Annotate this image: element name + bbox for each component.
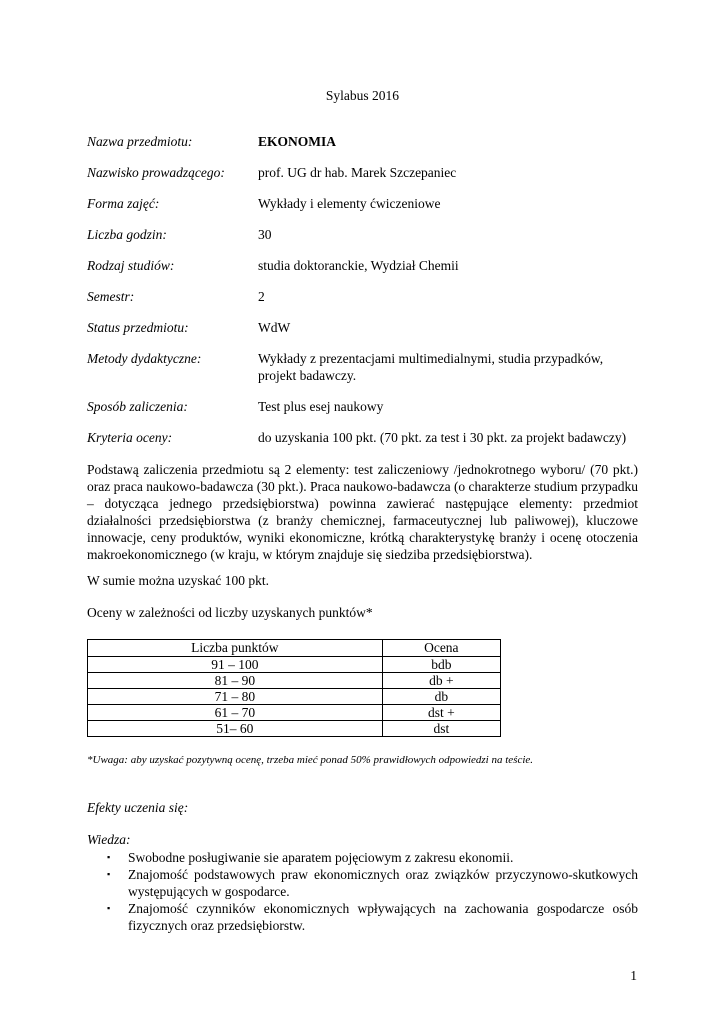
page-number: 1 [630,968,637,983]
bullet-square-icon: ▪ [107,869,111,879]
field-value-assessment: Test plus esej naukowy [258,399,384,414]
bullet-square-icon: ▪ [107,903,111,913]
field-label-hours: Liczba godzin: [87,227,167,242]
field-value-criteria: do uzyskania 100 pkt. (70 pkt. za test i 30 pkt. za projekt badawczy) [258,430,627,445]
field-label-semester: Semestr: [87,289,135,304]
field-label-status: Status przedmiotu: [87,320,189,335]
table-cell-grade: db + [382,673,500,689]
paragraph-line: Podstawą zaliczenia przedmiotu są 2 elementy: test zaliczeniowy /jednokrotnego wyboru/ (70 pkt.) [87,462,638,477]
field-label-lecturer: Nazwisko prowadzącego: [87,165,225,180]
bullet-square-icon: ▪ [107,852,111,862]
grades-intro-text: Oceny w zależności od liczby uzyskanych punktów* [87,605,373,620]
table-row [88,673,501,689]
document-title: Sylabus 2016 [325,88,400,103]
table-cell-grade: dst [382,721,500,737]
paragraph-line: działalności przedsiębiorstwa (z branży chemicznej, farmaceutycznej lub paliwowej), kluczowe [87,513,638,528]
total-points-text: W sumie można uzyskać 100 pkt. [87,573,269,588]
effects-heading: Efekty uczenia się: [87,800,189,815]
table-cell-points: 51– 60 [88,721,383,737]
table-cell-grade: dst + [382,705,500,721]
knowledge-list [104,849,638,934]
field-label-assessment: Sposób zaliczenia: [87,399,188,414]
table-cell-points: 81 – 90 [88,673,383,689]
field-value-lecturer: prof. UG dr hab. Marek Szczepaniec [258,165,457,180]
field-value-hours: 30 [258,227,272,242]
field-value-status: WdW [258,320,291,335]
paragraph-line: makroekonomicznego (w kraju, w którym znajduje się siedziba przedsiębiorstwa). [87,547,533,562]
paragraph-line: oraz praca naukowo-badawcza (30 pkt.). Praca naukowo-badawcza (o charakterze studium przypadku [87,479,638,494]
field-value-subject: EKONOMIA [258,134,337,149]
paragraph-line: – dotycząca jednego przedsiębiorstwa) powinna zawierać następujące elementy: przedmiot [87,496,638,511]
field-value-semester: 2 [258,289,265,304]
field-label-criteria: Kryteria oceny: [87,430,173,445]
field-value-methods-line1: Wykłady z prezentacjami multimedialnymi, studia przypadków, [258,351,604,366]
field-value-form: Wykłady i elementy ćwiczeniowe [258,196,441,211]
list-item [104,866,638,900]
table-cell-points: 91 – 100 [88,657,383,673]
list-item [104,900,638,934]
list-item-line: Znajomość podstawowych praw ekonomicznych oraz związków przyczynowo-skutkowych [128,867,638,882]
table-cell-grade: bdb [382,657,500,673]
field-value-study-type: studia doktoranckie, Wydział Chemii [258,258,459,273]
list-item-line: Swobodne posługiwanie sie aparatem pojęciowym z zakresu ekonomii. [128,850,514,865]
table-cell-points: 71 – 80 [88,689,383,705]
table-row [88,689,501,705]
list-item-line: Znajomość czynników ekonomicznych wpływających na zachowania gospodarcze osób [128,901,638,916]
knowledge-heading: Wiedza: [87,832,131,847]
field-label-study-type: Rodzaj studiów: [87,258,175,273]
grades-table [87,639,501,737]
table-header-points: Liczba punktów [88,640,383,657]
table-cell-points: 61 – 70 [88,705,383,721]
list-item-line: występujących w gospodarce. [128,884,290,899]
list-item [104,849,638,866]
field-label-subject: Nazwa przedmiotu: [87,134,193,149]
grades-note: *Uwaga: aby uzyskać pozytywną ocenę, trzeba mieć ponad 50% prawidłowych odpowiedzi na teście. [87,754,534,766]
table-cell-grade: db [382,689,500,705]
paragraph-line: innowacje, ceny produktów, wyniki ekonomiczne, krótką charakterystykę branży i ocenę otoczenia [87,530,638,545]
table-header-grade: Ocena [382,640,500,657]
field-label-methods: Metody dydaktyczne: [87,351,202,366]
table-row [88,721,501,737]
table-header-row [88,640,501,657]
list-item-line: fizycznych oraz przedsiębiorstw. [128,918,306,933]
field-value-methods-line2: projekt badawczy. [258,368,357,383]
table-row [88,657,501,673]
table-row [88,705,501,721]
field-label-form: Forma zajęć: [87,196,160,211]
assessment-paragraph [87,461,638,563]
